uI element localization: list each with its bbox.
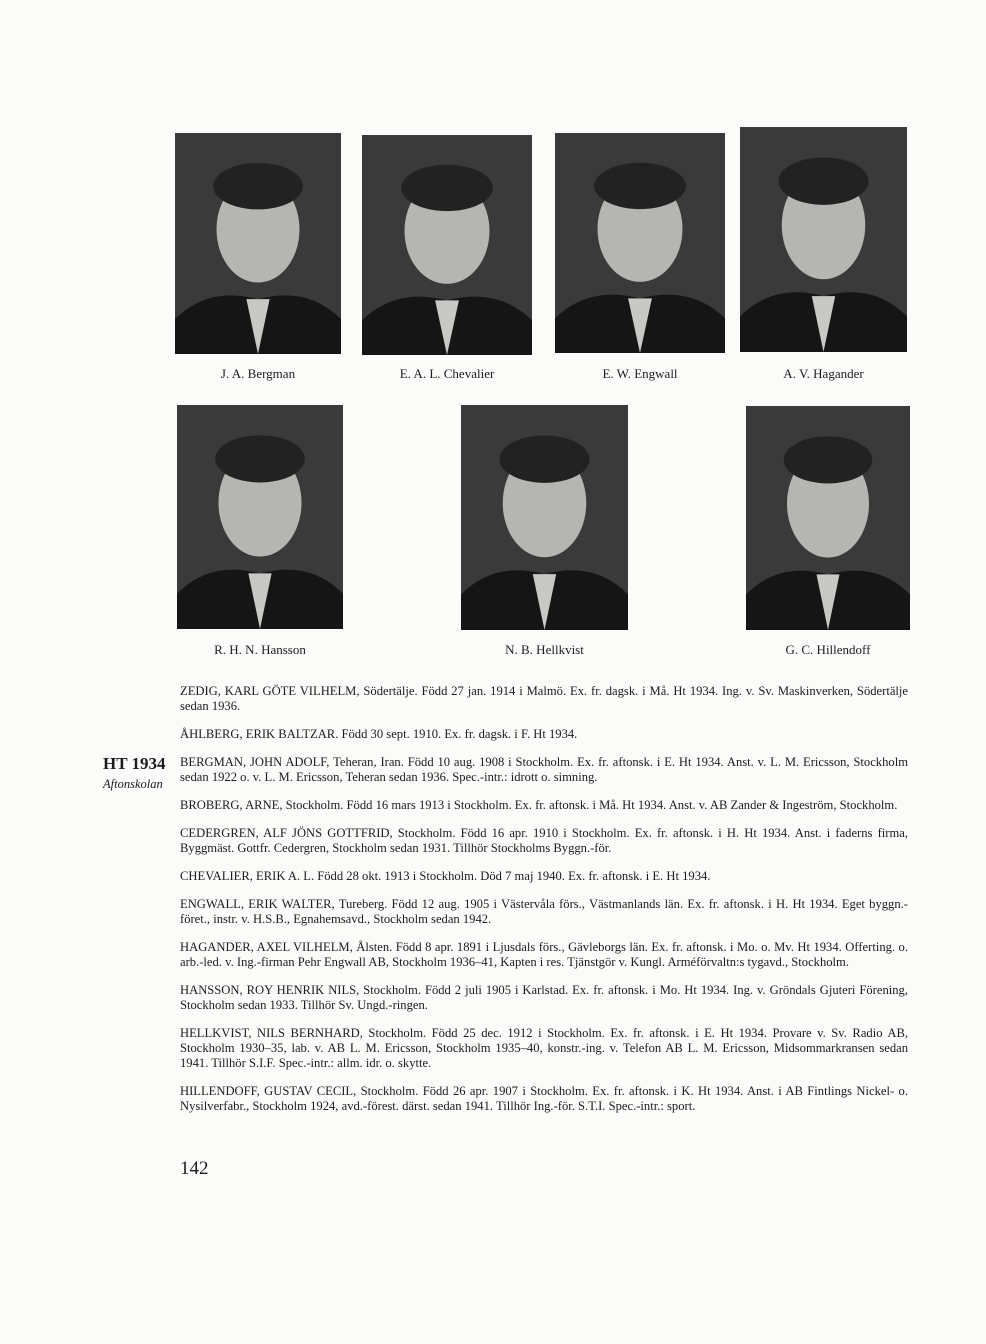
biography-entry: ENGWALL, ERIK WALTER, Tureberg. Född 12 aug. 1905 i Västervåla förs., Västmanlands län. Ex. fr. aftonsk. i H. Ht 1934. Eget byggn.-föret., instr. v. H.S.B., Egnahemsavd., Stockholm sedan 1942. <box>180 897 908 926</box>
biography-entry: HILLENDOFF, GUSTAV CECIL, Stockholm. Född 26 apr. 1907 i Stockholm. Ex. fr. aftonsk. i K. Ht 1934. Anst. i AB Fintlings Nickel- o. Nysilverfabr., Stockholm 1924, avd.-förest. därst. sedan 1941. Tillhör Ing.-för. S.T.I. Spec.-intr.: sport. <box>180 1084 908 1113</box>
biography-entry: HANSSON, ROY HENRIK NILS, Stockholm. Född 2 juli 1905 i Karlstad. Ex. fr. aftonsk. i Mo. Ht 1934. Ing. v. Gröndals Gjuteri Förening, Stockholm sedan 1933. Tillhör Sv. Ungd.-ringen. <box>180 983 908 1012</box>
entry-list <box>180 684 908 1127</box>
portrait-caption: J. A. Bergman <box>220 366 296 381</box>
portrait-caption: R. H. N. Hansson <box>214 642 306 657</box>
biography-entry: HELLKVIST, NILS BERNHARD, Stockholm. Född 25 dec. 1912 i Stockholm. Ex. fr. aftonsk. i E. Ht 1934. Provare v. Sv. Radio AB, Stockholm 1930–35, lab. v. AB L. M. Ericsson, Stockholm 1935–40, konstr.-ing. v. Telefon AB L. M. Ericsson, Midsommarkransen sedan 1941. Tillhör S.I.F. Spec.-intr.: allm. idr. o. skytte. <box>180 1026 908 1070</box>
portrait-photo-hagander <box>740 127 907 352</box>
section-subheading: Aftonskolan <box>103 777 163 791</box>
portrait-photo-bergman <box>175 133 341 354</box>
biography-entry: HAGANDER, AXEL VILHELM, Ålsten. Född 8 apr. 1891 i Ljusdals förs., Gävleborgs län. Ex. fr. aftonsk. i Mo. o. Mv. Ht 1934. Offerting. o. arb.-led. v. Ing.-firman Pehr Engwall AB, Stockholm 1936–41, Kapten i res. Tjänstgör v. Kungl. Arméförvaltn:s tygavd., Stockholm. <box>180 940 908 969</box>
portrait-photo-hellkvist <box>461 405 628 630</box>
section-heading: HT 1934 <box>103 754 166 773</box>
biography-entry: ÅHLBERG, ERIK BALTZAR. Född 30 sept. 1910. Ex. fr. dagsk. i F. Ht 1934. <box>180 727 578 741</box>
portrait-photo-engwall <box>555 133 725 353</box>
portrait-photo-hansson <box>177 405 343 629</box>
portrait-caption: E. A. L. Chevalier <box>399 366 495 381</box>
biography-entry: CHEVALIER, ERIK A. L. Född 28 okt. 1913 i Stockholm. Död 7 maj 1940. Ex. fr. aftonsk. i E. Ht 1934. <box>180 869 711 883</box>
portrait-caption: G. C. Hillendoff <box>785 642 871 657</box>
portrait-caption: N. B. Hellkvist <box>505 642 584 657</box>
portrait-caption: A. V. Hagander <box>783 366 864 381</box>
biography-entry: CEDERGREN, ALF JÖNS GOTTFRID, Stockholm. Född 16 apr. 1910 i Stockholm. Ex. fr. aftonsk. i H. Ht 1934. Anst. i faderns firma, Byggmäst. Gottfr. Cedergren, Stockholm sedan 1931. Tillhör Stockholms Byggn.-för. <box>180 826 908 855</box>
biography-entry: ZEDIG, KARL GÖTE VILHELM, Södertälje. Född 27 jan. 1914 i Malmö. Ex. fr. dagsk. i Må. Ht 1934. Ing. v. Sv. Maskinverken, Södertälje sedan 1936. <box>180 684 908 713</box>
portrait-photo-hillendoff <box>746 406 910 630</box>
page-number: 142 <box>180 1158 209 1179</box>
portrait-photo-chevalier <box>362 135 532 355</box>
portrait-caption: E. W. Engwall <box>602 366 678 381</box>
biography-entry: BERGMAN, JOHN ADOLF, Teheran, Iran. Född 10 aug. 1908 i Stockholm. Ex. fr. aftonsk. i E. Ht 1934. Anst. v. L. M. Ericsson, Stockholm sedan 1922 o. v. L. M. Ericsson, Teheran sedan 1936. Spec.-intr.: idrott o. simning. <box>180 755 908 784</box>
biography-entry: BROBERG, ARNE, Stockholm. Född 16 mars 1913 i Stockholm. Ex. fr. aftonsk. i Må. Ht 1934. Anst. v. AB Zander & Ingeström, Stockholm. <box>180 798 898 812</box>
